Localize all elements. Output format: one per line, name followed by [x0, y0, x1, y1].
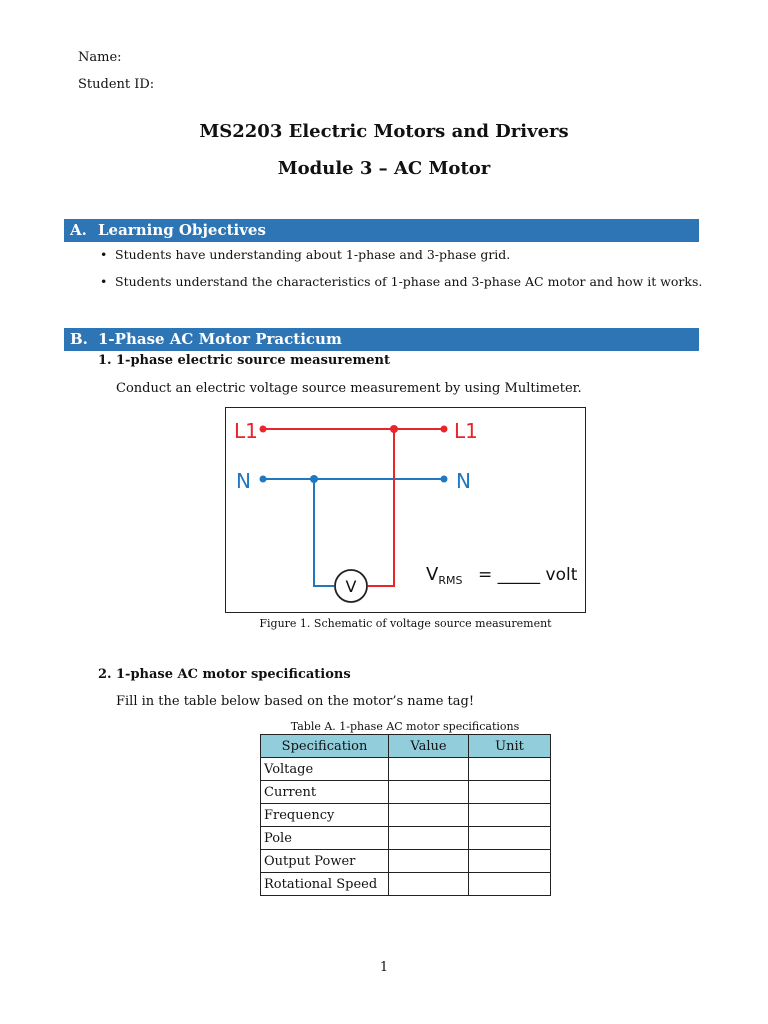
- schematic-figure: [225, 407, 586, 613]
- header-specification: Specification: [261, 735, 389, 758]
- l1-left-terminal: [260, 426, 267, 433]
- objective-item-2: • Students understand the characteristics of 1-phase and 3-phase AC motor and how it works.: [100, 274, 703, 289]
- neutral-probe-wire: [314, 479, 334, 586]
- specification-table: [260, 734, 551, 896]
- unit-cell[interactable]: [469, 758, 551, 781]
- value-cell[interactable]: [389, 850, 469, 873]
- specification-table-wrapper: [260, 734, 551, 896]
- student-id-field-label: Student ID:: [78, 77, 155, 92]
- l1-left-label: L1: [234, 419, 258, 443]
- table-row: [261, 850, 551, 873]
- section-a-letter: A.: [70, 221, 87, 239]
- n-right-label: N: [456, 469, 471, 493]
- spec-name-cell: Current: [261, 781, 389, 804]
- bullet-icon: •: [100, 274, 108, 289]
- spec-name-cell: Rotational Speed: [261, 873, 389, 896]
- spec-name-cell: Pole: [261, 827, 389, 850]
- section-a-heading: Learning Objectives: [98, 221, 266, 239]
- page-number: 1: [379, 960, 389, 975]
- value-cell[interactable]: [389, 827, 469, 850]
- value-cell[interactable]: [389, 873, 469, 896]
- name-field-label: Name:: [78, 50, 122, 65]
- figure-caption: Figure 1. Schematic of voltage source measurement: [259, 617, 552, 630]
- n-left-label: N: [236, 469, 251, 493]
- value-cell[interactable]: [389, 804, 469, 827]
- table-header-row: [261, 735, 551, 758]
- section-b-heading: 1-Phase AC Motor Practicum: [98, 330, 342, 348]
- section-b-letter: B.: [70, 330, 88, 348]
- circuit-diagram: [226, 408, 584, 611]
- unit-cell[interactable]: [469, 850, 551, 873]
- subsection-1-text: Conduct an electric voltage source measurement by using Multimeter.: [116, 381, 582, 396]
- header-unit: Unit: [469, 735, 551, 758]
- objective-item-1: • Students have understanding about 1-phase and 3-phase grid.: [100, 247, 511, 262]
- subsection-2-heading: 2. 1-phase AC motor specifications: [98, 667, 351, 682]
- subsection-1-heading: 1. 1-phase electric source measurement: [98, 353, 390, 368]
- voltmeter-label: V: [345, 577, 357, 596]
- bullet-icon: •: [100, 247, 108, 262]
- subsection-2-text: Fill in the table below based on the motor’s name tag!: [116, 694, 475, 709]
- vrms-symbol: $V_{RMS}$: [426, 564, 463, 587]
- spec-name-cell: Voltage: [261, 758, 389, 781]
- n-left-terminal: [260, 476, 267, 483]
- table-row: [261, 804, 551, 827]
- table-row: [261, 873, 551, 896]
- unit-cell[interactable]: [469, 827, 551, 850]
- n-right-terminal: [441, 476, 448, 483]
- value-cell[interactable]: [389, 758, 469, 781]
- line-probe-wire: [368, 429, 394, 586]
- l1-right-label: L1: [454, 419, 478, 443]
- header-value: Value: [389, 735, 469, 758]
- module-title: Module 3 – AC Motor: [277, 158, 491, 179]
- section-b-header: [64, 328, 699, 351]
- vrms-equation: = _____ volt: [478, 565, 578, 585]
- table-caption: Table A. 1-phase AC motor specifications: [290, 720, 520, 733]
- unit-cell[interactable]: [469, 781, 551, 804]
- course-title: MS2203 Electric Motors and Drivers: [199, 121, 569, 142]
- unit-cell[interactable]: [469, 804, 551, 827]
- section-a-header: [64, 219, 699, 242]
- unit-cell[interactable]: [469, 873, 551, 896]
- spec-name-cell: Frequency: [261, 804, 389, 827]
- table-row: [261, 758, 551, 781]
- value-cell[interactable]: [389, 781, 469, 804]
- spec-name-cell: Output Power: [261, 850, 389, 873]
- table-row: [261, 827, 551, 850]
- table-row: [261, 781, 551, 804]
- l1-right-terminal: [441, 426, 448, 433]
